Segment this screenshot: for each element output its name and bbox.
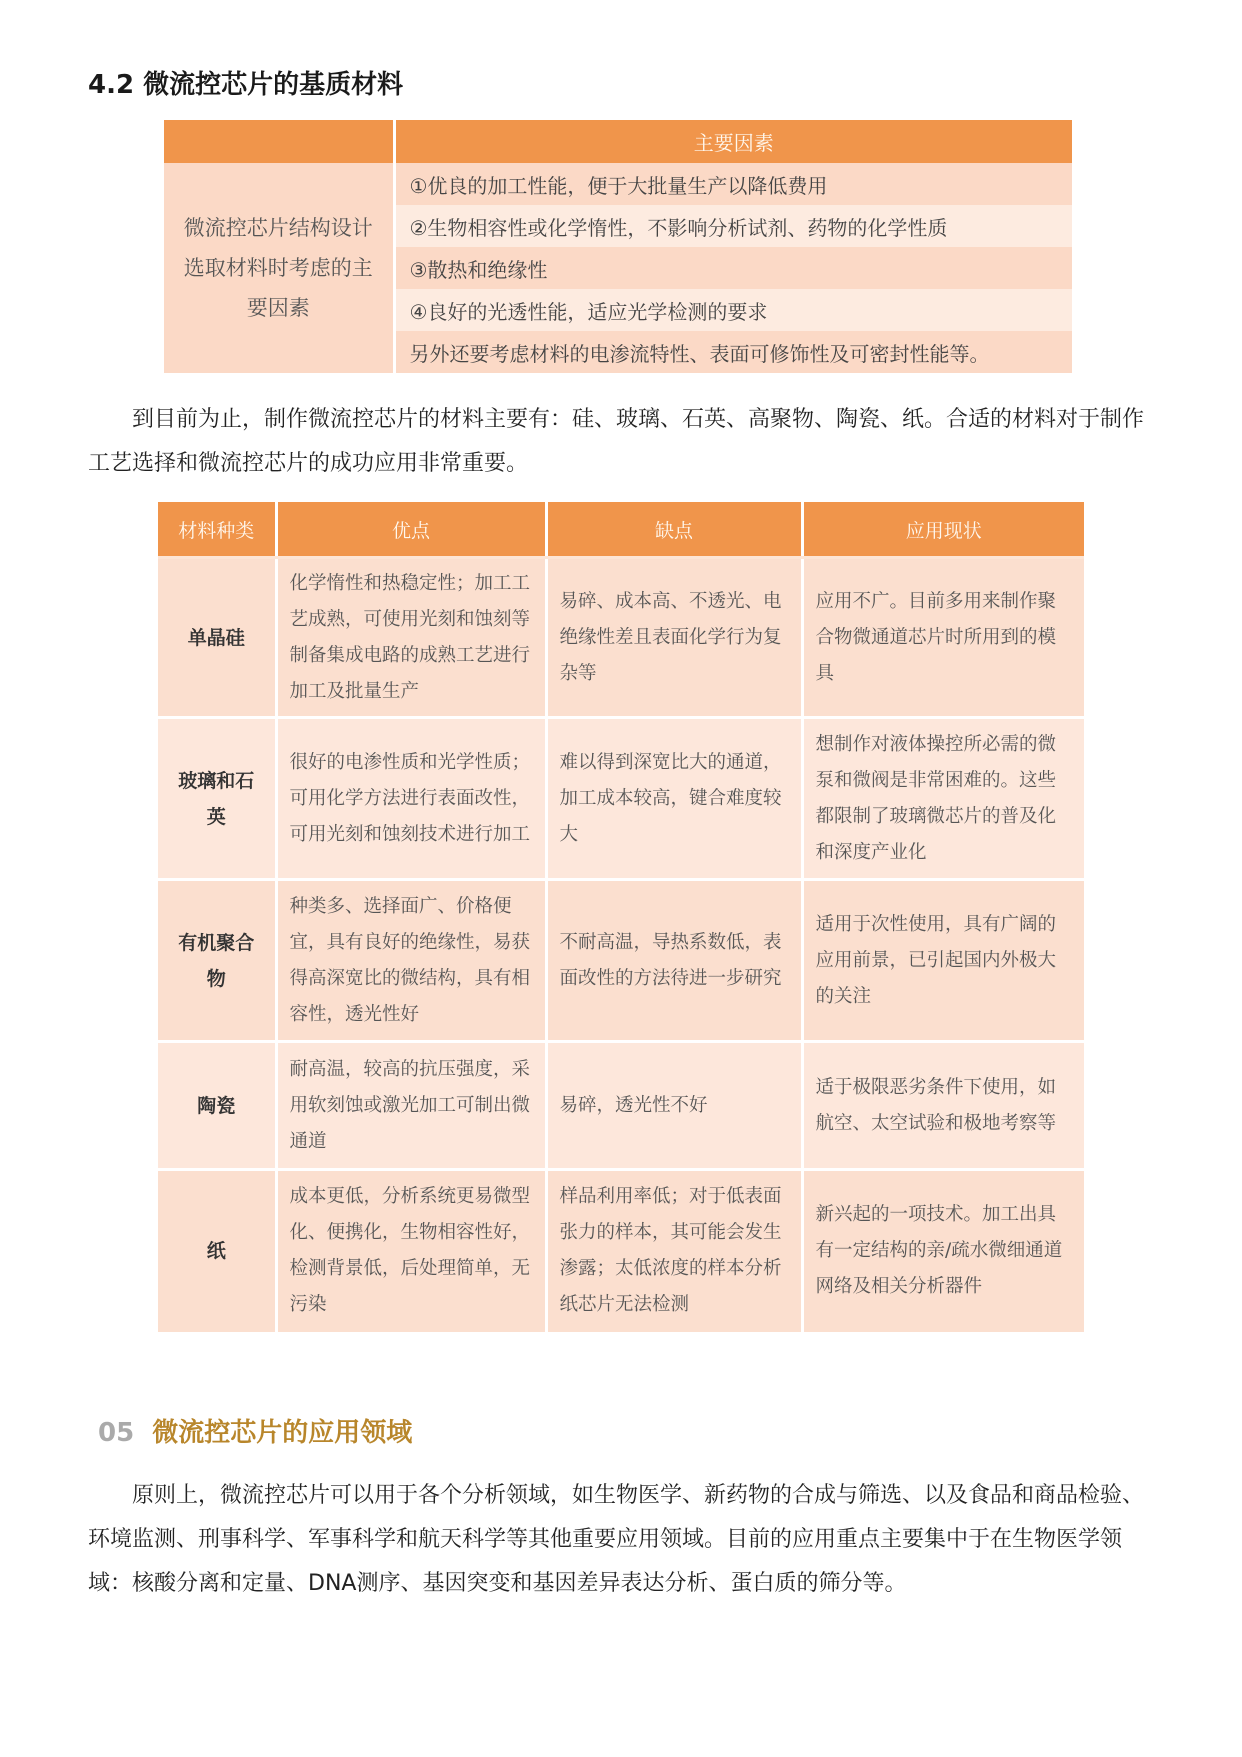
materials-table-header: [158, 502, 1084, 558]
table-row: [158, 1042, 1084, 1170]
material-application: 适于极限恶劣条件下使用，如航空、太空试验和极地考察等: [802, 1042, 1084, 1170]
material-application: 适用于次性使用，具有广阔的应用前景，已引起国内外极大的关注: [802, 880, 1084, 1042]
factor-item: 另外还要考虑材料的电渗流特性、表面可修饰性及可密封性能等。: [394, 331, 1072, 373]
header-disadvantages: 缺点: [546, 502, 802, 558]
factors-header-right: 主要因素: [394, 120, 1072, 163]
material-name: 纸: [158, 1170, 276, 1332]
material-disadvantages: 易碎，透光性不好: [546, 1042, 802, 1170]
factors-table-header: [164, 120, 1072, 163]
material-advantages: 成本更低，分析系统更易微型化、便携化，生物相容性好，检测背景低，后处理简单，无污染: [276, 1170, 546, 1332]
table-row: [158, 1170, 1084, 1332]
material-name: 单晶硅: [158, 558, 276, 718]
material-name: 陶瓷: [158, 1042, 276, 1170]
material-advantages: 种类多、选择面广、价格便宜，具有良好的绝缘性，易获得高深宽比的微结构，具有相容性，透光性好: [276, 880, 546, 1042]
section-05-heading: [98, 1412, 412, 1449]
factor-item: ①优良的加工性能，便于大批量生产以降低费用: [394, 163, 1072, 205]
material-application: 新兴起的一项技术。加工出具有一定结构的亲/疏水微细通道网络及相关分析器件: [802, 1170, 1084, 1332]
intro-paragraph: 到目前为止，制作微流控芯片的材料主要有：硅、玻璃、石英、高聚物、陶瓷、纸。合适的材料对于制作工艺选择和微流控芯片的成功应用非常重要。: [88, 407, 1145, 476]
header-material-type: 材料种类: [158, 502, 276, 558]
table-row: [158, 718, 1084, 880]
factors-header-left: [164, 120, 394, 163]
material-disadvantages: 易碎、成本高、不透光、电绝缘性差且表面化学行为复杂等: [546, 558, 802, 718]
table-row: [158, 880, 1084, 1042]
factor-item: ④良好的光透性能，适应光学检测的要求: [394, 289, 1072, 331]
section-05-title: 微流控芯片的应用领域: [152, 1418, 413, 1448]
material-advantages: 很好的电渗性质和光学性质；可用化学方法进行表面改性，可用光刻和蚀刻技术进行加工: [276, 718, 546, 880]
header-application-status: 应用现状: [802, 502, 1084, 558]
applications-paragraph: 原则上，微流控芯片可以用于各个分析领域，如生物医学、新药物的合成与筛选、以及食品和商品检验、环境监测、刑事科学、军事科学和航天科学等其他重要应用领域。目前的应用重点主要集中于在生物医学领域：核酸分离和定量、DNA测序、基因突变和基因差异表达分析、蛋白质的筛分等。: [88, 1483, 1145, 1596]
section-05-number: 05: [98, 1418, 135, 1448]
material-advantages: 化学惰性和热稳定性；加工工艺成熟，可使用光刻和蚀刻等制备集成电路的成熟工艺进行加工及批量生产: [276, 558, 546, 718]
factors-left-label: 微流控芯片结构设计选取材料时考虑的主要因素: [164, 163, 394, 373]
material-advantages: 耐高温，较高的抗压强度，采用软刻蚀或激光加工可制出微通道: [276, 1042, 546, 1170]
factor-item: ②生物相容性或化学惰性，不影响分析试剂、药物的化学性质: [394, 205, 1072, 247]
material-disadvantages: 难以得到深宽比大的通道，加工成本较高，键合难度较大: [546, 718, 802, 880]
material-application: 想制作对液体操控所必需的微泵和微阀是非常困难的。这些都限制了玻璃微芯片的普及化和深度产业化: [802, 718, 1084, 880]
materials-table: [158, 502, 1084, 1332]
material-disadvantages: 不耐高温，导热系数低，表面改性的方法待进一步研究: [546, 880, 802, 1042]
factors-table: [164, 120, 1072, 373]
section-title: 4.2 微流控芯片的基质材料: [88, 70, 404, 100]
material-disadvantages: 样品利用率低；对于低表面张力的样本，其可能会发生渗露；太低浓度的样本分析纸芯片无法检测: [546, 1170, 802, 1332]
material-application: 应用不广。目前多用来制作聚合物微通道芯片时所用到的模具: [802, 558, 1084, 718]
header-advantages: 优点: [276, 502, 546, 558]
material-name: 玻璃和石英: [158, 718, 276, 880]
factor-item: ③散热和绝缘性: [394, 247, 1072, 289]
table-row: [158, 558, 1084, 718]
material-name: 有机聚合物: [158, 880, 276, 1042]
